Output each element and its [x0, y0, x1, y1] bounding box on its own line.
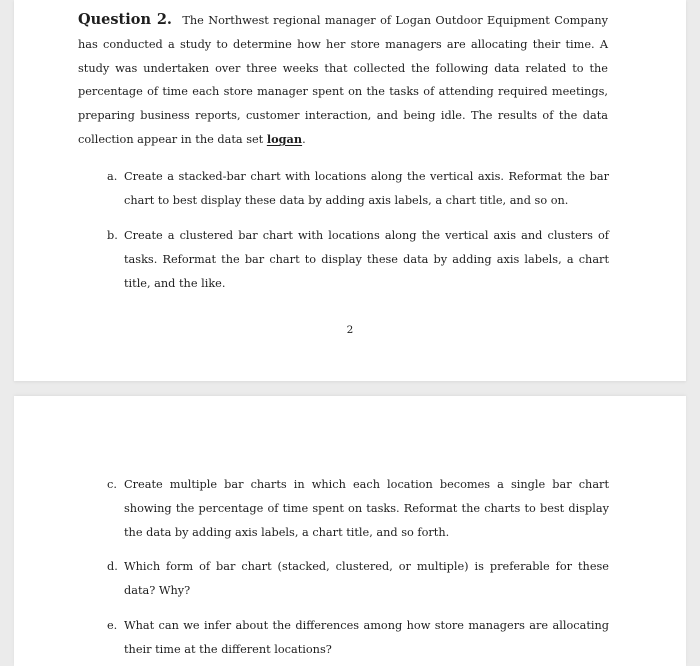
question-item-a: [107, 165, 609, 213]
item-text: Create a clustered bar chart with locations along the vertical axis and clusters of tasks. Reformat the bar chart to display these data by adding axis labels, a chart title, and the like.: [124, 229, 609, 290]
question-text: The Northwest regional manager of Logan Outdoor Equipment Company has conducted a study to determine how her store managers are allocating their time. A study was undertaken over three weeks that collected the following data related to the percentage of time each store manager spent on the tasks of attending required meetings, preparing business reports, customer interaction, and being idle. The results of the data collection appear in the data set: [78, 14, 608, 146]
item-marker: a.: [107, 170, 118, 183]
question-paragraph: [78, 8, 608, 152]
item-text: What can we infer about the differences among how store managers are allocating their time at the different locations?: [124, 619, 609, 656]
item-marker: b.: [107, 229, 118, 242]
item-text: Create a stacked-bar chart with locations along the vertical axis. Reformat the bar chart to best display these data by adding axis labels, a chart title, and so on.: [124, 170, 609, 207]
question-item-e: [107, 614, 609, 662]
question-item-d: [107, 555, 609, 603]
item-marker: d.: [107, 560, 118, 573]
page-number: 2: [346, 324, 354, 336]
question-item-c: [107, 473, 609, 544]
item-text: Which form of bar chart (stacked, clustered, or multiple) is preferable for these data? Why?: [124, 560, 609, 597]
item-marker: e.: [107, 619, 118, 632]
question-item-b: [107, 224, 609, 295]
item-text: Create multiple bar charts in which each location becomes a single bar chart showing the percentage of time spent on tasks. Reformat the charts to best display the data by adding axis labels, a chart title, and so forth.: [124, 478, 609, 539]
dataset-name: logan: [266, 131, 303, 146]
question-end: .: [302, 132, 306, 146]
question-label: Question 2.: [78, 11, 172, 28]
item-marker: c.: [107, 478, 117, 491]
